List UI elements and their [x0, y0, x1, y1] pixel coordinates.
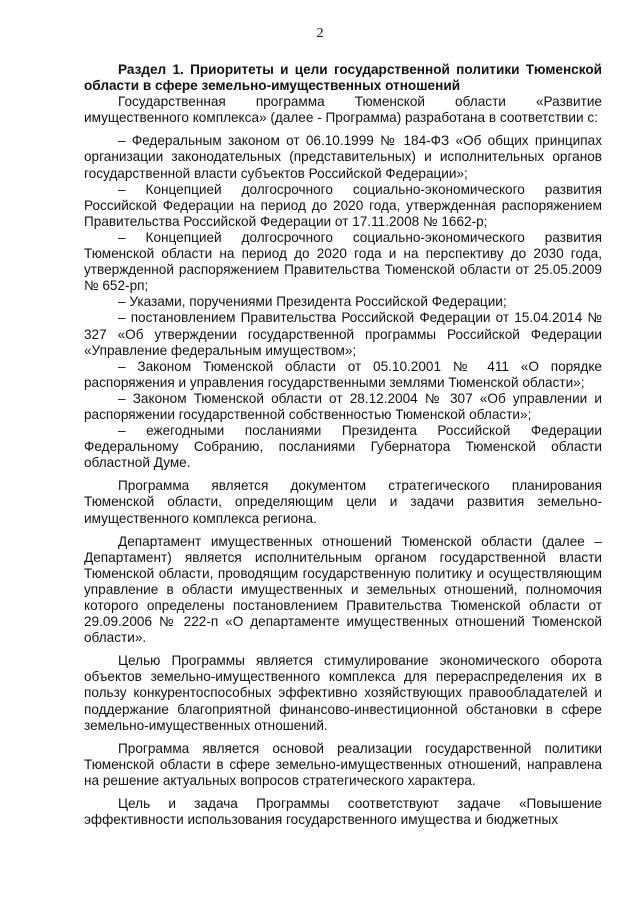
list-item-president-decrees: – Указами, поручениями Президента Российской Федерации; [118, 294, 507, 310]
document-body [84, 62, 602, 828]
list-item-land-law: – Законом Тюменской области от 05.10.2001 № 411 «О порядке распоряжения и управления государственными землями Тюменской области»; [84, 358, 602, 390]
paragraph-program-basis: Программа является основой реализации государственной политики Тюменской области в сфере земельно-имущественных отношений, направлена на решение актуальных вопросов стратегического характера. [84, 740, 602, 788]
page-number: 2 [316, 26, 324, 41]
list-item-region-concept: – Концепцией долгосрочного социально-экономического развития Тюменской области на период до 2020 года и на перспективу до 2030 года, утвержденной распоряжением Правительства Тюменской области от 25.05.2009 № 652-рп; [84, 229, 602, 294]
list-item-rf-concept: – Концепцией долгосрочного социально-экономического развития Российской Федерации на период до 2020 года, утвержденная распоряжением Правительства Российской Федерации от 17.11.2008 № 1662-р; [84, 181, 602, 229]
paragraph-department: Департамент имущественных отношений Тюменской области (далее – Департамент) является исполнительным органом государственной власти Тюменской области, проводящим государственную политику и осуществляющим управление в области имущественных и земельных отношений, полномочия которого определены постановлением Правительства Тюменской области от 29.09.2006 № 222-п «О департаменте имущественных отношений Тюменской области». [84, 533, 602, 646]
list-item-addresses: – ежегодными посланиями Президента Российской Федерации Федеральному Собранию, посланиями Губернатора Тюменской области областной Думе. [84, 423, 602, 471]
paragraph-program-document: Программа является документом стратегического планирования Тюменской области, определяющим цели и задачи развития земельно-имущественного комплекса региона. [84, 478, 602, 526]
paragraph-goal-task: Цель и задача Программы соответствуют задаче «Повышение эффективности использования государственного имущества и бюджетных [84, 796, 602, 828]
list-item-government-resolution: – постановлением Правительства Российской Федерации от 15.04.2014 № 327 «Об утверждении государственной программы Российской Федерации «Управление федеральным имуществом»; [84, 310, 602, 358]
paragraph-program-goal: Целью Программы является стимулирование экономического оборота объектов земельно-имущественного комплекса для перераспределения их в пользу конкурентоспособных эффективно хозяйствующих правообладателей и поддержание благоприятной финансово-инвестиционной обстановки в сфере земельно-имущественных отношений. [84, 653, 602, 733]
section-heading: Раздел 1. Приоритеты и цели государственной политики Тюменской области в сфере земельно-имущественных отношений [84, 62, 602, 94]
paragraph-intro: Государственная программа Тюменской области «Развитие имущественного комплекса» (далее - Программа) разработана в соответствии с: [84, 94, 602, 126]
list-item-property-law: – Законом Тюменской области от 28.12.2004 № 307 «Об управлении и распоряжении государственной собственностью Тюменской области»; [84, 390, 602, 422]
list-item-federal-law: – Федеральным законом от 06.10.1999 № 184-ФЗ «Об общих принципах организации законодательных (представительных) и исполнительных органов государственной власти субъектов Российской Федерации»; [84, 133, 602, 181]
